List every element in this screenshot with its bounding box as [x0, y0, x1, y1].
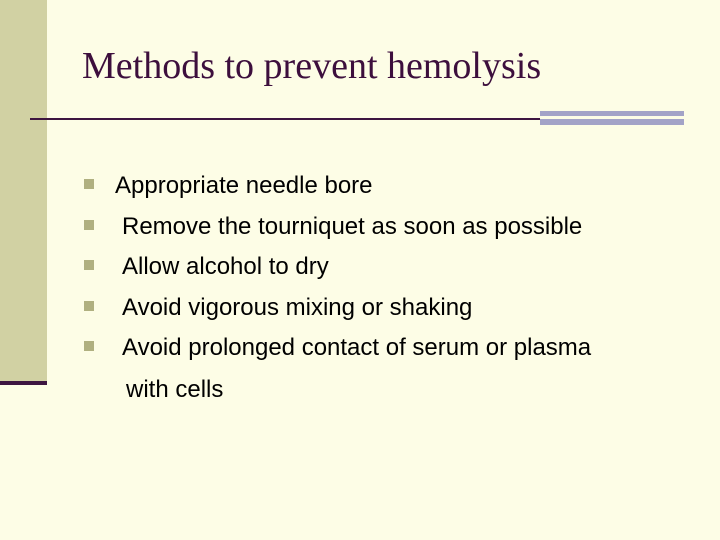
bullet-square-icon	[84, 260, 94, 270]
bullet-square-icon	[84, 220, 94, 230]
bullet-text: Allow alcohol to dry	[122, 253, 329, 280]
bullet-square-icon	[84, 301, 94, 311]
bullet-text: Appropriate needle bore	[115, 172, 373, 199]
bullet-square-icon	[84, 179, 94, 189]
bullet-text: Remove the tourniquet as soon as possible	[122, 212, 583, 240]
title-divider-line	[30, 118, 540, 120]
title-divider-accent-gap	[540, 116, 684, 119]
slide-title: Methods to prevent hemolysis	[82, 45, 542, 87]
bullet-text: Avoid vigorous mixing or shaking	[122, 293, 473, 321]
bullet-continuation-text: with cells	[126, 376, 224, 403]
bullet-square-icon	[84, 341, 94, 351]
bullet-text: Avoid prolonged contact of serum or plasma	[122, 334, 592, 361]
side-decoration-bar	[0, 0, 47, 383]
side-decoration-edge	[0, 381, 47, 385]
